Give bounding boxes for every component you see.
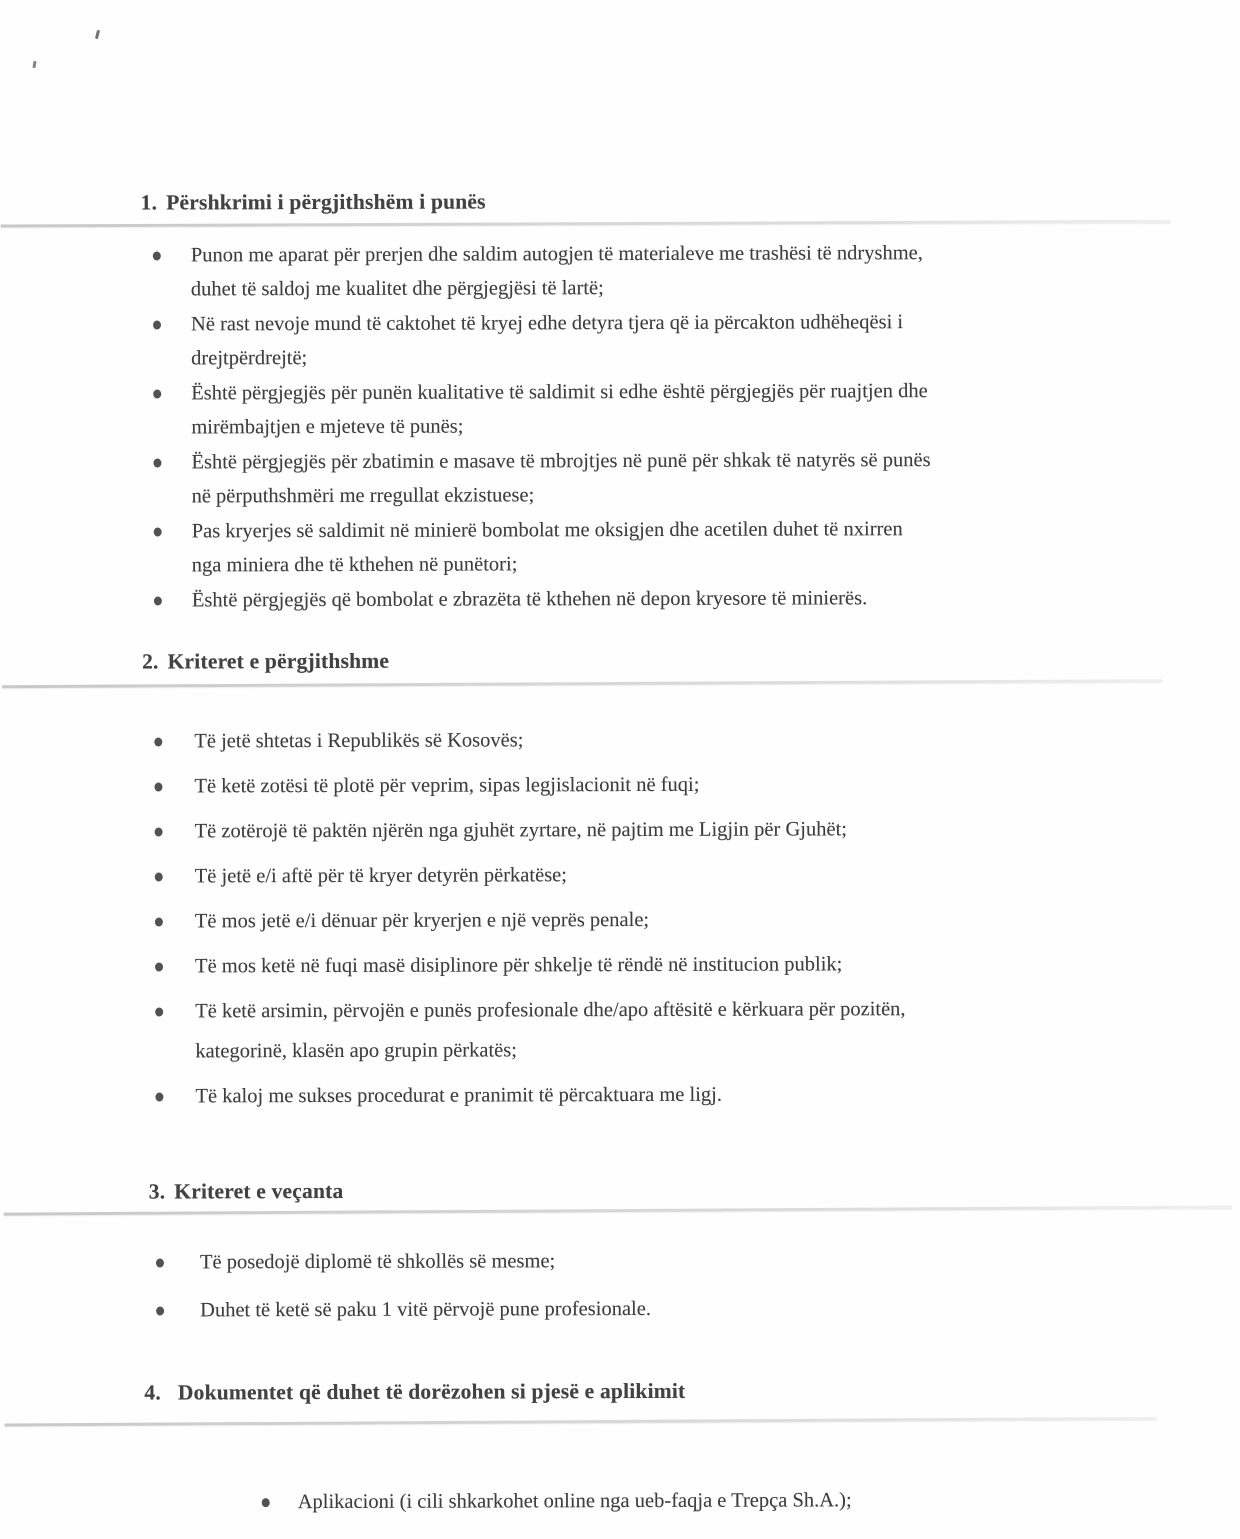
bullet-dot-icon [154, 782, 162, 791]
section-title: Kriteret e përgjithshme [167, 648, 390, 674]
section-number: 4. [144, 1380, 161, 1405]
bullet-text: Të ketë arsimin, përvojën e punës profesionale dhe/apo aftësitë e kërkuara për pozitën, kategorinë, klasën apo grupin përkatës; [195, 998, 906, 1063]
list-item [143, 853, 1153, 896]
section-title: Kriteret e veçanta [174, 1178, 344, 1204]
section-title: Përshkrimi i përgjithshëm i punës [166, 189, 486, 215]
list-item [142, 718, 1152, 761]
section-1-bullet-list [141, 236, 1152, 620]
list-item [143, 808, 1153, 851]
section-4-heading [144, 1379, 685, 1406]
section-divider [2, 679, 1162, 688]
bullet-text: Pas kryerjes së saldimit në minierë bombolat me oksigjen dhe acetilen duhet të nxirren nga miniera dhe të kthehen në punëtori; [191, 518, 903, 576]
bullet-dot-icon [155, 962, 163, 971]
list-item [144, 1242, 1154, 1279]
list-item [143, 898, 1153, 941]
bullet-text: Është përgjegjës që bombolat e zbrazëta të kthehen në depon kryesore të minierës. [191, 587, 868, 612]
list-item [142, 512, 1152, 582]
bullet-dot-icon [153, 320, 161, 329]
section-divider [4, 1417, 1156, 1427]
bullet-dot-icon [154, 596, 162, 605]
list-item [141, 236, 1151, 306]
list-item [142, 763, 1152, 806]
bullet-text: Të jetë shtetas i Republikës së Kosovës; [194, 729, 524, 753]
list-item [141, 443, 1151, 513]
section-2-bullet-list [142, 718, 1153, 1121]
bullet-dot-icon [155, 1007, 163, 1016]
bullet-dot-icon [154, 737, 162, 746]
bullet-text: Duhet të ketë së paku 1 vitë përvojë pune profesionale. [200, 1297, 651, 1322]
bullet-dot-icon [155, 917, 163, 926]
section-4-bullet-list [250, 1482, 1210, 1519]
bullet-text: Të posedojë diplomë të shkollës së mesme; [199, 1250, 556, 1274]
list-item [250, 1482, 1210, 1519]
bullet-dot-icon [153, 389, 161, 398]
list-item [143, 1073, 1153, 1116]
section-divider [4, 1206, 1232, 1216]
bullet-dot-icon [155, 1092, 163, 1101]
section-title: Dokumentet që duhet të dorëzohen si pjesë e aplikimit [177, 1378, 686, 1405]
bullet-text: Të mos ketë në fuqi masë disiplinore për shkelje të rëndë në institucion publik; [195, 953, 843, 978]
section-number: 1. [140, 190, 158, 215]
bullet-text: Të ketë zotësi të plotë për veprim, sipas legjislacionit në fuqi; [194, 773, 700, 798]
bullet-dot-icon [156, 1306, 164, 1315]
section-3-heading [149, 1179, 344, 1205]
section-number: 2. [142, 649, 159, 674]
bullet-text: Të zotërojë të paktën njërën nga gjuhët zyrtare, në pajtim me Ligjin për Gjuhët; [194, 818, 847, 843]
bullet-dot-icon [262, 1498, 270, 1507]
bullet-text: Aplikacioni (i cili shkarkohet online nga ueb-faqja e Trepça Sh.A.); [297, 1489, 852, 1514]
list-item [143, 988, 1153, 1071]
bullet-text: Punon me aparat për prerjen dhe saldim autogjen të materialeve me trashësi të ndryshme, duhet të saldoj me kualitet dhe përgjegjësi të lartë; [190, 242, 923, 300]
section-3-bullet-list [144, 1242, 1154, 1341]
section-number: 3. [148, 1179, 166, 1204]
bullet-text: Është përgjegjës për punën kualitative të saldimit si edhe është përgjegjës për ruajtjen dhe mirëmbajtjen e mjeteve të punës; [191, 380, 928, 438]
list-item [143, 943, 1153, 986]
bullet-dot-icon [155, 872, 163, 881]
bullet-text: Në rast nevoje mund të caktohet të kryej edhe detyra tjera që ia përcakton udhëheqësi i drejtpërdrejtë; [190, 311, 904, 369]
section-divider [1, 220, 1171, 228]
section-2-heading [142, 649, 389, 675]
bullet-text: Të kaloj me sukses procedurat e pranimit të përcaktuara me ligj. [195, 1083, 723, 1108]
list-item [141, 305, 1151, 375]
bullet-dot-icon [155, 827, 163, 836]
bullet-dot-icon [156, 1258, 164, 1267]
bullet-dot-icon [153, 458, 161, 467]
bullet-dot-icon [154, 527, 162, 536]
bullet-text: Të jetë e/i aftë për të kryer detyrën përkatëse; [194, 864, 567, 888]
list-item [141, 374, 1151, 444]
bullet-text: Është përgjegjës për zbatimin e masave të mbrojtjes në punë për shkak të natyrës së punës në përputhshmëri me rregullat ekzistuese; [191, 449, 931, 507]
list-item [144, 1290, 1154, 1327]
list-item [142, 581, 1152, 618]
bullet-text: Të mos jetë e/i dënuar për kryerjen e një veprës penale; [194, 908, 650, 933]
bullet-dot-icon [153, 251, 161, 260]
section-1-heading [141, 189, 486, 215]
